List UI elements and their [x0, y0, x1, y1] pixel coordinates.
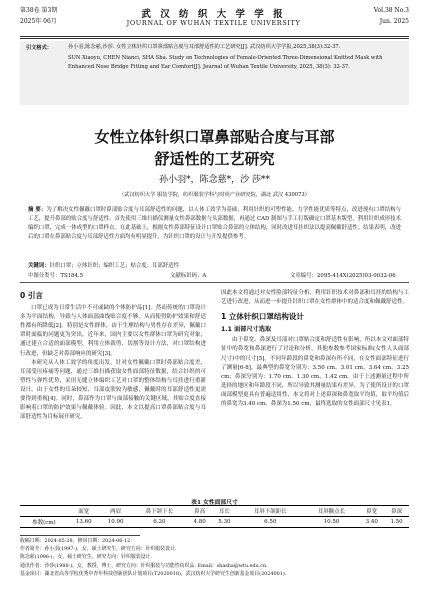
right-column: [221, 289, 409, 409]
article-title: [20, 126, 409, 170]
citation-cn: 孙小羽,陈念慈,沙莎. 女性立体针织口罩鼻部贴合度与耳部舒适性的工艺研究[J]. 武汉纺织大学学报,2025,38(3):32-37.: [68, 44, 341, 50]
journal-volume-info-en: [322, 5, 409, 27]
intro-continuation: 因此本文将通过对女性脸部特征分析，利用针织技术对鼻部和耳挂的结构与工艺进行改进，从而进一步提升针织口罩在女性群体中的适合度和佩戴舒适性。: [221, 290, 409, 306]
table-row: [20, 517, 409, 528]
author-list: 孙小羽*，陈念慈*，沙 莎**: [159, 175, 270, 185]
table-cell: 5.30: [212, 517, 237, 528]
footnote-rule: [20, 535, 140, 536]
section-divider: [20, 282, 409, 283]
table-header-cell: 鼻高: [187, 506, 212, 517]
keywords-text: 针织口罩；立体针织；编织工艺；贴合度；耳部舒适性: [49, 263, 179, 269]
keywords: [28, 261, 401, 269]
table-cell: 1.50: [384, 517, 409, 528]
table-cell: 3.40: [359, 517, 384, 528]
table-cell: 10.90: [100, 517, 132, 528]
affiliation: （武汉纺织大学 服装学院，纺织服装学科与时尚产业研究院，湖北 武汉 430073）: [119, 192, 310, 198]
footnote-received: 收稿日期：2024-05-28，修回日期：2024-06-12.: [20, 538, 132, 544]
pub-date: 2025年 06月: [20, 18, 57, 25]
footnote-fund: 基金项目：湖北省高等学校优秀中青年科技创新团队计划项目(T2020018)，武汉纺织大学研究生创新基金项目(2024001).: [20, 570, 287, 577]
table-header-cell: 鼻下颌下长: [132, 506, 188, 517]
table-cell: 6.20: [132, 517, 188, 528]
title-line-2: 舒适性的工艺研究: [154, 150, 275, 168]
document-code: 文献标识码：A: [170, 273, 207, 279]
face-dimension-table: [20, 505, 409, 528]
intro-paragraph-2: 本研究从人体工效学的角度出发，针对女性佩戴口罩时鼻部贴合度差、耳部受压疼痛等问题，通过三维扫描获取女性面部特征数据，结合针织的可塑性与弹性优势，采用无缝立体编织工艺对口罩的整体结构与耳挂进行重新设计。由于女性的耳朵较短、耳部皮肤较为敏感，佩戴时的耳部舒适性更需要得到重视[4]。同时，鼻部作为口罩与面部接触的关键区域，其贴合度直接影响着口罩的防护效果与佩戴体验。因此，本文以提高口罩鼻部贴合度与耳部舒适性为目标展开研究。: [20, 359, 206, 421]
left-column: [20, 289, 206, 422]
citation-label: 引文格式：: [26, 45, 52, 51]
article-number: 文章编号：2095-414X(2025)03-0032-06: [290, 273, 396, 279]
pub-date-en: Jun. 2025: [379, 18, 409, 25]
intro-paragraph-1: 口罩已成为日常生活中不可或缺的个体防护品[1]。然而传统的口罩设计多为平面结构，导致与人体面部曲线贴合度不够。从而使得防护效果和舒适性都有所降低[2]。特别是女性群体，由于生理结构与男性存在差异，佩戴口罩时面临的问题更为突出。近年来，国内主要以女性群体口罩为研究对象，通过建立合适的面部模型，利用立体裁剪、切割等设计方法，对口罩结构进行改进，但缺乏对鼻部响应的研究[3]。: [20, 305, 206, 357]
table-cell: 4.80: [187, 517, 212, 528]
abstract-label: 摘 要：: [28, 207, 47, 213]
table-cell: 13.60: [68, 517, 100, 528]
table-header-cell: 面宽: [68, 506, 100, 517]
table-caption: 表1 女性面部尺寸: [191, 500, 238, 506]
section-1-heading: 1 立体针织口罩结构设计: [221, 312, 304, 322]
footnote-author-1: 作者简介：孙小羽(1997-)，女，硕士研究生，研究方向：针织服装设计.: [20, 546, 177, 553]
volume-issue: 第38卷 第3期: [20, 7, 58, 14]
journal-name-en: JOURNAL OF WUHAN TEXTILE UNIVERSITY: [126, 19, 301, 27]
keywords-label: 关键词：: [28, 263, 50, 269]
title-line-1: 女性立体针织口罩鼻部贴合度与耳部: [94, 128, 335, 146]
journal-name-cn: 武 汉 纺 织 大 学 学 报: [141, 9, 286, 20]
table-header-cell: 耳屏颧点长: [304, 506, 360, 517]
table-header-row: [20, 506, 409, 517]
table-header-cell: 耳屏下颌距长: [237, 506, 304, 517]
header-rule-2: [20, 38, 409, 39]
table-header-cell: 耳长: [212, 506, 237, 517]
table-cell: 参数(cm): [20, 517, 68, 528]
table-header-cell: 两眉: [100, 506, 132, 517]
volume-issue-en: Vol.38 No.3: [373, 7, 409, 14]
footnote-author-2: 陈念慈(1996-)，女，硕士研究生，研究方向：针织服装设计.: [20, 554, 152, 561]
table-header-cell: [20, 506, 68, 517]
footnote-corresponding: 通讯作者：沙莎(1988-)，女，教授，博士，研究方向：针织服装与功能性纺织品. Email：shasha@wtu.edu.cn.: [20, 562, 268, 569]
section-1-1-paragraph: 由于鼻宽、鼻深及耳部对口罩贴合度和舒适性有影响，所以本文对面部特征中的鼻宽和鼻深进行了讨论和分析，其他参数参考国家标准(女性人头面部尺寸)中的尺寸[5]。不同年龄段的鼻宽和鼻深有所不同，在女性面部特征进行了测量[6-8]，最典型的鼻宽分别为：3.50 cm、3.01 cm、3.64 cm、3.25 cm；鼻深分别为：1.70 cm、1.30 cm、1.42 cm。由于上述测量过程中所选择的地区和年龄段不同，所以导致其测量结果有差异。为了使所设计的口罩面部模型更具有普遍适用性，本文将对上述鼻深和鼻宽取平均值，取平均值后的鼻宽为3.40 cm，鼻深为1.50 cm，最终选取的女性面部尺寸见表1。: [221, 337, 409, 408]
table-header-cell: 鼻深: [384, 506, 409, 517]
abstract-text: 为了解决女性佩戴口罩时鼻部贴合度与耳部舒适性的问题，以人体工效学为基础，利用针织的可塑性能、力学性能优质等特点，改进现有口罩结构与工艺，提升鼻部的贴合度与舒适性。首先使用三维扫描仪测量女性鼻部数据与头部数据，再通过 CAD 制图与手工打版确定口罩基本版型，利用针织成形技术编织口罩，完成一体成型的口罩样衣。在此基础上，根据女性鼻部特征设计口罩贴合鼻部的立体结构，同时改进耳挂织法以提高佩戴舒适性。结果表明，改进后的口罩在鼻部贴合度与耳部舒适性方面均有明显提升，为针织口罩的设计与开发提供参考。: [28, 207, 401, 240]
header-rule: [20, 36, 409, 37]
clc-number: 中图分类号：TS184.5: [28, 273, 84, 279]
citation-box: [20, 41, 409, 105]
abstract: [28, 206, 401, 242]
journal-volume-info: [20, 5, 100, 27]
citation-en: SUN Xiaoyu, CHEN Nianci, SHA Sha. Study on Technologies of Female-Oriented Three-Dimensional Knitted Mask with Enhanced Nose Bridge Fitting and Ear Comfort[J]. Journal of Wuhan Textile University, 2025, 38(3): 32-37.: [68, 54, 383, 70]
table-cell: 6.50: [237, 517, 304, 528]
table-header-cell: 鼻宽: [359, 506, 384, 517]
intro-heading: 0 引言: [20, 291, 43, 300]
table-cell: 10.50: [304, 517, 360, 528]
section-1-1-heading: 1.1 面部尺寸选取: [221, 326, 272, 334]
footnotes: [20, 537, 409, 578]
